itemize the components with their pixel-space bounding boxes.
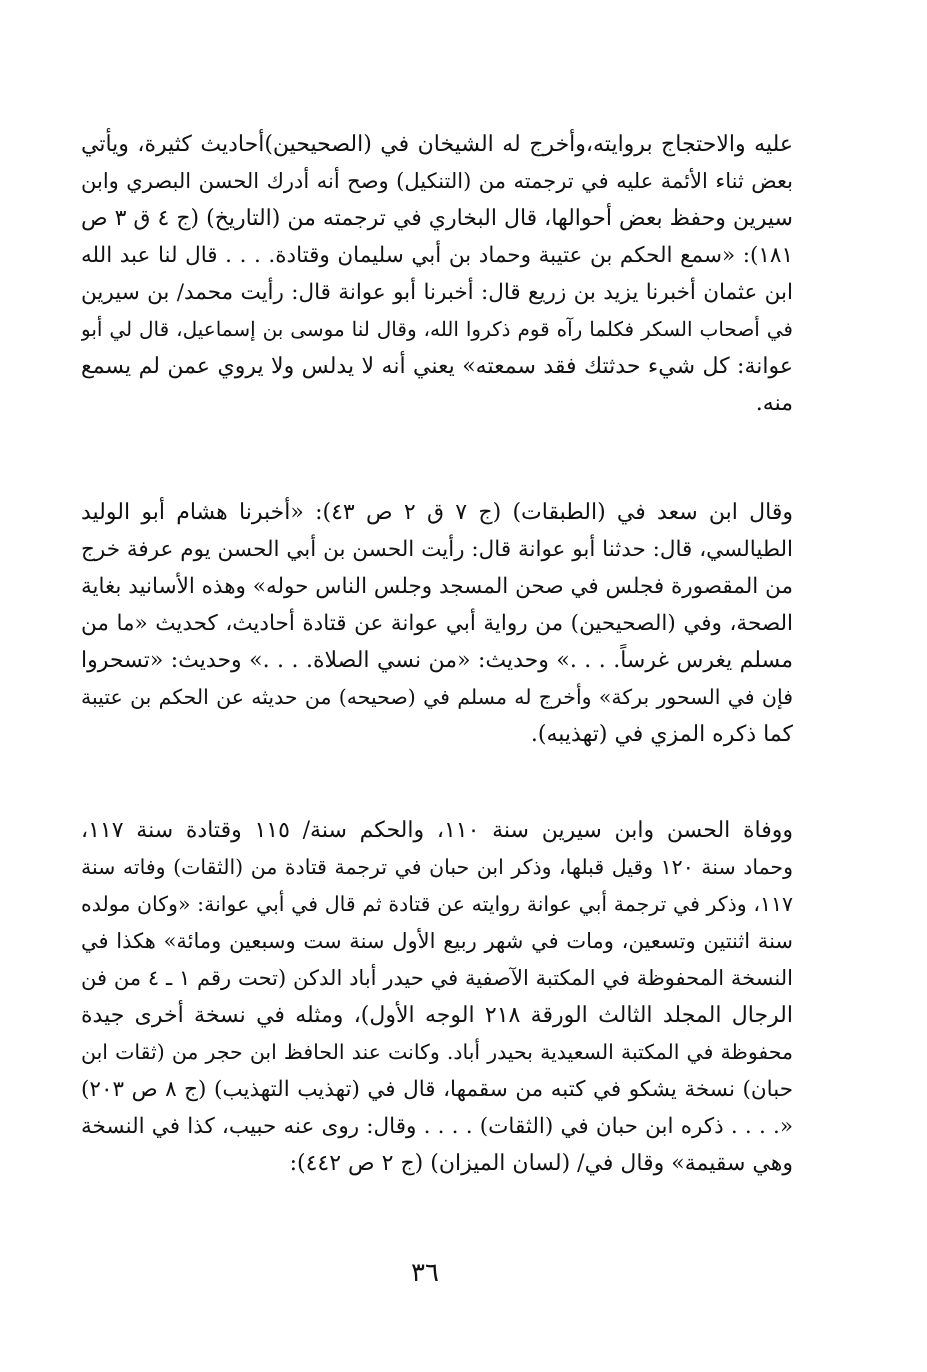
- text-line: وهي سقيمة» وقال في/ (لسان الميزان) (ج ٢ ص ٤٤٢):: [289, 1151, 793, 1176]
- text-line: بعض ثناء الأئمة عليه في ترجمته من (التنكيل) وصح أنه أدرك الحسن البصري وابن: [81, 169, 793, 193]
- text-line: فإن في السحور بركة» وأخرج له مسلم في (صحيحه) من حديثه عن الحكم بن عتيبة: [81, 685, 793, 709]
- text-line: ١٨١): «سمع الحكم بن عتيبة وحماد بن أبي سليمان وقتادة. . . . قال لنا عبد الله: [81, 243, 793, 268]
- text-line: حبان) نسخة يشكو في كتبه من سقمها، قال في (تهذيب التهذيب) (ج ٨ ص ٢٠٣): [81, 1077, 793, 1102]
- text-line: ابن عثمان أخبرنا يزيد بن زريع قال: أخبرنا أبو عوانة قال: رأيت محمد/ بن سيرين: [81, 280, 793, 305]
- text-line: الرجال المجلد الثالث الورقة ٢١٨ الوجه الأول)، ومثله في نسخة أخرى جيدة: [81, 1003, 793, 1028]
- text-line: الطيالسي، قال: حدثنا أبو عوانة قال: رأيت الحسن بن أبي الحسن يوم عرفة خرج: [81, 537, 793, 562]
- paragraph-2: [81, 494, 793, 753]
- text-line: سنة اثنتين وتسعين، ومات في شهر ربيع الأول سنة ست وسبعين ومائة» هكذا في: [81, 929, 793, 953]
- text-line: عليه والاحتجاج بروايته،وأخرج له الشيخان في (الصحيحين)أحاديث كثيرة، ويأتي: [81, 132, 793, 157]
- text-line: سيرين وحفظ بعض أحوالها، قال البخاري في ترجمته من (التاريخ) (ج ٤ ق ٣ ص: [81, 206, 793, 231]
- text-line: كما ذكره المزي في (تهذيبه).: [530, 722, 793, 747]
- paragraph-1: [81, 126, 793, 422]
- text-line: محفوظة في المكتبة السعيدية بحيدر أباد. وكانت عند الحافظ ابن حجر من (ثقات ابن: [81, 1040, 793, 1064]
- text-line: النسخة المحفوظة في المكتبة الآصفية في حيدر أباد الدكن (تحت رقم ١ ـ ٤ من فن: [81, 966, 793, 990]
- paragraph-3: [81, 812, 793, 1182]
- text-line: «. . . . ذكره ابن حبان في (الثقات) . . . . وقال: روى عنه حبيب، كذا في النسخة: [81, 1114, 793, 1139]
- text-line: وقال ابن سعد في (الطبقات) (ج ٧ ق ٢ ص ٤٣): «أخبرنا هشام أبو الوليد: [81, 500, 793, 525]
- text-line: مسلم يغرس غرساً. . . .» وحديث: «من نسي الصلاة. . . .» وحديث: «تسحروا: [81, 648, 793, 673]
- page-number: ٣٦: [411, 1258, 439, 1288]
- text-line: منه.: [755, 391, 793, 416]
- text-line: وحماد سنة ١٢٠ وقيل قبلها، وذكر ابن حبان في ترجمة قتادة من (الثقات) وفاته سنة: [81, 855, 793, 879]
- text-line: ووفاة الحسن وابن سيرين سنة ١١٠، والحكم سنة/ ١١٥ وقتادة سنة ١١٧،: [81, 818, 793, 843]
- text-line: الصحة، وفي (الصحيحين) من رواية أبي عوانة عن قتادة أحاديث، كحديث «ما من: [81, 611, 793, 636]
- text-line: من المقصورة فجلس في صحن المسجد وجلس الناس حوله» وهذه الأسانيد بغاية: [81, 574, 793, 599]
- text-line: في أصحاب السكر فكلما رآه قوم ذكروا الله، وقال لنا موسى بن إسماعيل، قال لي أبو: [81, 317, 793, 341]
- text-line: ١١٧، وذكر في ترجمة أبي عوانة روايته عن قتادة ثم قال في أبي عوانة: «وكان مولده: [81, 892, 793, 916]
- text-line: عوانة: كل شيء حدثتك فقد سمعته» يعني أنه لا يدلس ولا يروي عمن لم يسمع: [81, 354, 793, 379]
